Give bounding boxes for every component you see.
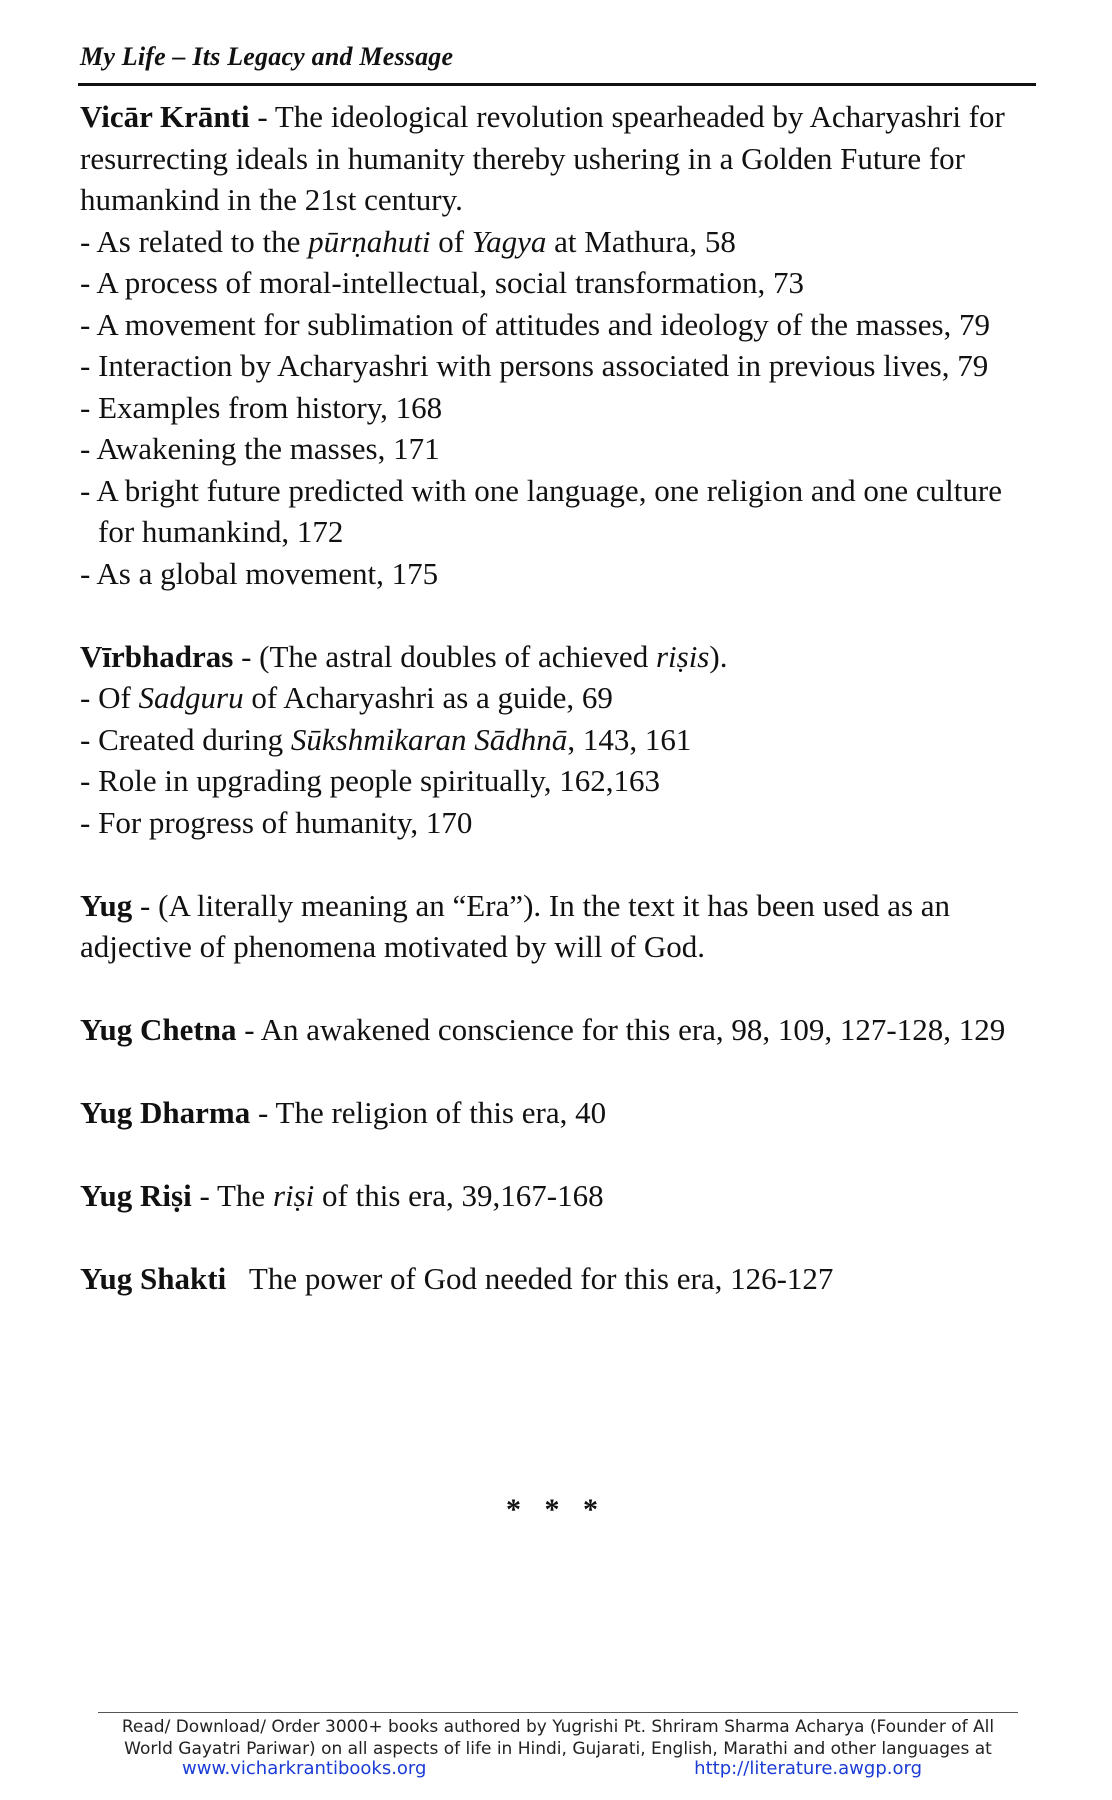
entry-definition-line [80, 1258, 1040, 1300]
entry-term: Yug Chetna [80, 1012, 237, 1047]
footer-text: Read/ Download/ Order 3000+ books authored by Yugrishi Pt. Shriram Sharma Acharya (Founder of All World Gayatri Pariwar) on all aspects of life in Hindi, Gujarati, English, Marathi and other languages at [121, 1717, 995, 1759]
subentry [80, 221, 1040, 263]
glossary-entry-virbhadras [80, 636, 1040, 844]
subentry: - A process of moral-intellectual, social transformation, 73 [80, 265, 804, 300]
entry-definition-line [80, 1009, 1040, 1051]
entry-term: Yug Dharma [80, 1095, 251, 1130]
subentry [80, 719, 1040, 761]
glossary-content [80, 96, 1040, 1300]
subentry-italic: Yagya [471, 223, 547, 259]
subentry: - Awakening the masses, 171 [80, 431, 440, 466]
subentry-text: at Mathura, 58 [546, 223, 736, 259]
subentry: - For progress of humanity, 170 [80, 804, 473, 840]
entry-definition-line [80, 636, 1040, 678]
subentry: - Examples from history, 168 [80, 389, 443, 425]
subentry [80, 677, 1040, 719]
glossary-entry-yug-shakti [80, 1258, 1040, 1300]
subentry-italic: Sadguru [138, 680, 244, 715]
header-rule [78, 83, 1036, 86]
entry-definition-italic: riṣi [272, 1178, 315, 1213]
subentry-italic: pūrṇahuti [308, 223, 431, 259]
glossary-entry-yug-chetna [80, 1009, 1040, 1051]
entry-term: Yug Riṣi [80, 1178, 192, 1213]
subentry: - A movement for sublimation of attitudes and ideology of the masses, 79 [80, 306, 991, 342]
subentry-text: - Created during [80, 721, 291, 757]
entry-definition: - An awakened conscience for this era, 98, 109, 127-128, 129 [236, 1012, 1006, 1047]
subentry-text: of Acharyashri as a guide, 69 [243, 680, 613, 715]
entry-definition-italic: riṣis [655, 638, 710, 674]
entry-definition-line [80, 1175, 1040, 1217]
subentry: - Role in upgrading people spiritually, 162,163 [80, 763, 661, 798]
entry-term: Yug [80, 887, 133, 923]
glossary-entry-vicar-kranti [80, 96, 1040, 594]
footer-rule [98, 1712, 1018, 1713]
entry-term: Vīrbhadras [80, 638, 234, 674]
subentry-text: , 143, 161 [567, 721, 692, 757]
subentry-text: - As related to the [80, 223, 309, 259]
footer-links [98, 1760, 1018, 1782]
entry-definition: of this era, 39,167-168 [314, 1178, 604, 1213]
entry-definition: - (A literally meaning an “Era”). In the text it has been used as an adjective of phenomena motivated by will of God. [80, 887, 951, 964]
glossary-entry-yug-dharma [80, 1092, 1040, 1134]
entry-definition: - The religion of this era, 40 [250, 1095, 607, 1130]
footer-link-literature[interactable]: http://literature.awgp.org [694, 1758, 922, 1779]
subentry-text: of [430, 223, 472, 259]
subentry: - A bright future predicted with one language, one religion and one culture for humankind, 172 [80, 472, 1002, 549]
entry-definition-line [80, 96, 1040, 221]
entry-definition: - (The astral doubles of achieved [233, 638, 656, 674]
entry-definition: - The [191, 1178, 273, 1213]
end-mark: * * * [506, 1493, 606, 1526]
subentry: - Interaction by Acharyashri with persons associated in previous lives, 79 [80, 348, 989, 383]
entry-definition: ). [709, 638, 728, 674]
entry-term: Yug Shakti [80, 1261, 227, 1296]
entry-definition-line [80, 885, 1040, 968]
glossary-entry-yug [80, 885, 1040, 968]
subentry-text: - Of [80, 680, 139, 715]
entry-definition-line [80, 1092, 1040, 1134]
footer-link-vicharkranti[interactable]: www.vicharkrantibooks.org [182, 1758, 427, 1779]
subentry-italic: Sūkshmikaran Sādhnā [290, 721, 568, 757]
entry-definition: The power of God needed for this era, 126-127 [226, 1261, 834, 1296]
glossary-entry-yug-risi [80, 1175, 1040, 1217]
entry-term: Vicār Krānti [80, 99, 250, 134]
running-header: My Life – Its Legacy and Message [80, 42, 454, 71]
subentry: - As a global movement, 175 [80, 555, 439, 591]
entry-definition: - The ideological revolution spearheaded by Acharyashri for resurrecting ideals in humanity thereby ushering in a Golden Future for humankind in the 21st century. [80, 99, 1005, 217]
footer [98, 1716, 1018, 1782]
